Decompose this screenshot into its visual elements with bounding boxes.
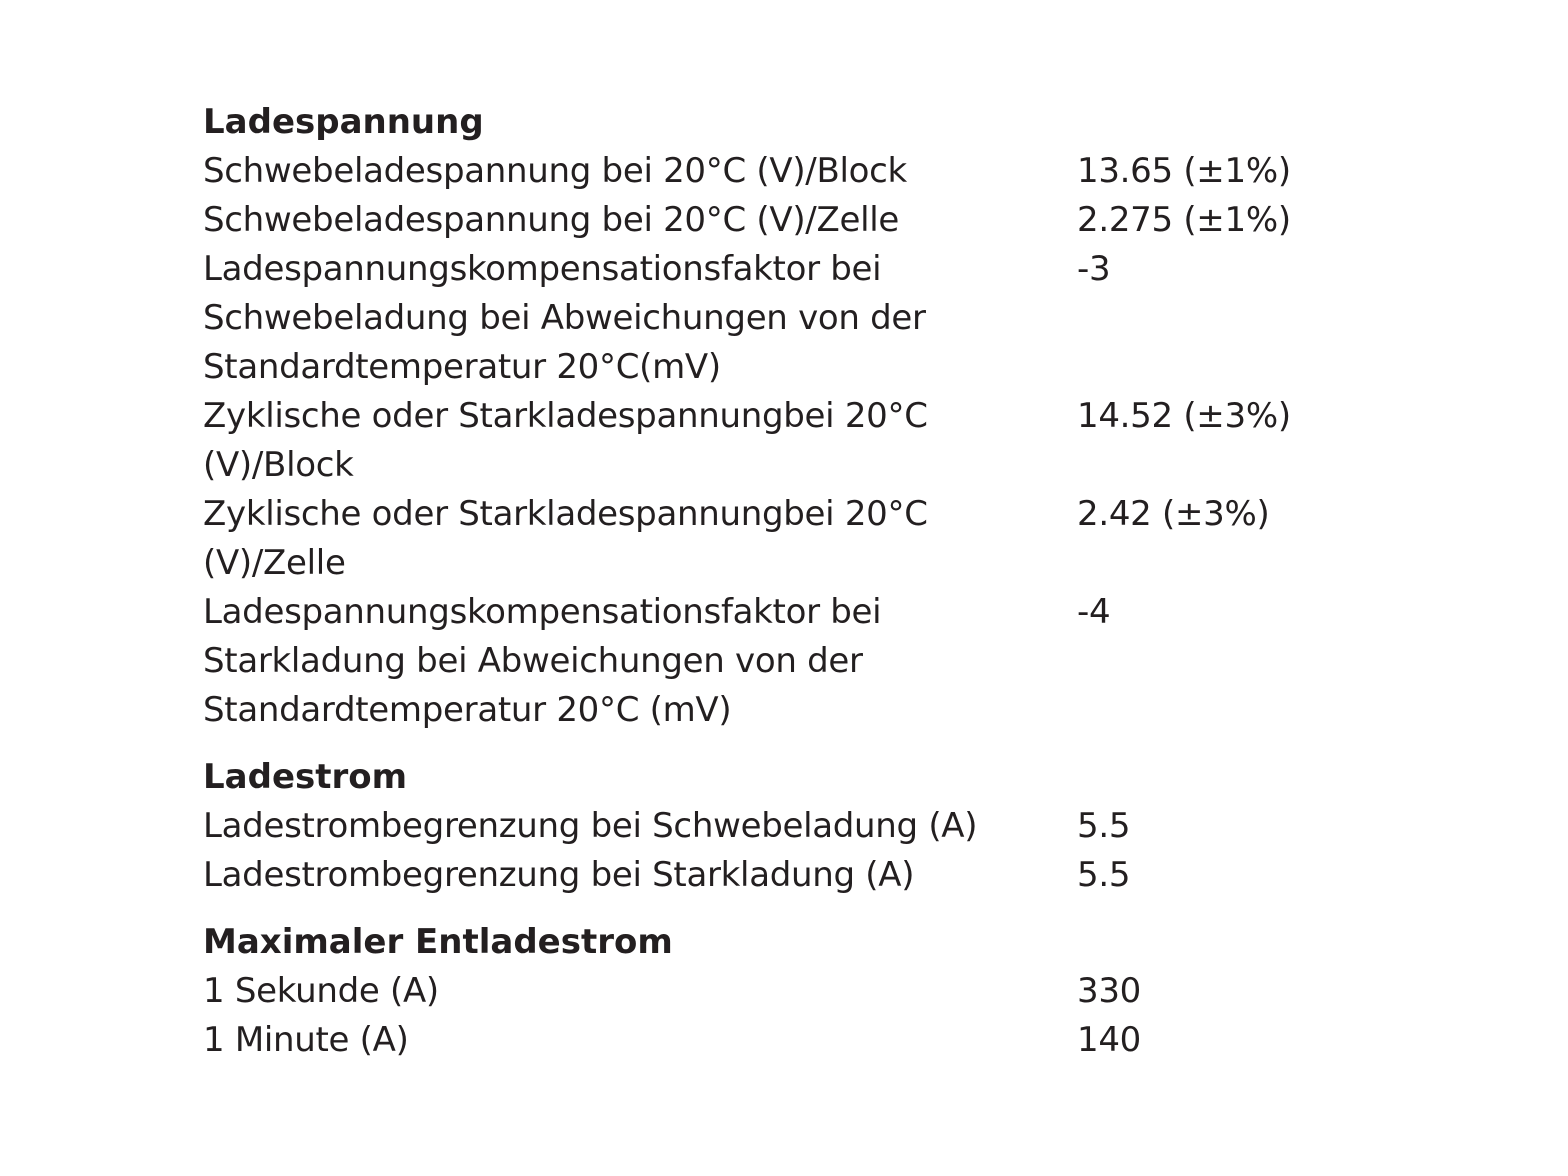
spec-value: 2.275 (±1%) bbox=[1077, 200, 1291, 240]
section-title: Maximaler Entladestrom bbox=[203, 922, 673, 962]
spec-row bbox=[203, 588, 1353, 735]
spec-value: -3 bbox=[1077, 249, 1111, 289]
spec-value: 330 bbox=[1077, 971, 1141, 1011]
section-ladespannung bbox=[203, 98, 1353, 735]
spec-label: Zyklische oder Starkladespannungbei 20°C (V)/Block bbox=[203, 396, 928, 485]
spec-row bbox=[203, 245, 1353, 392]
spec-row bbox=[203, 392, 1353, 490]
spec-label: Zyklische oder Starkladespannungbei 20°C (V)/Zelle bbox=[203, 494, 928, 583]
spec-label: Ladespannungskompensationsfaktor bei Starkladung bei Abweichungen von der Standardtemperatur 20°C (mV) bbox=[203, 592, 882, 730]
spec-value: 5.5 bbox=[1077, 806, 1131, 846]
spec-value: 13.65 (±1%) bbox=[1077, 151, 1291, 191]
section-ladestrom bbox=[203, 753, 1353, 900]
section-title: Ladestrom bbox=[203, 757, 408, 797]
section-maximaler-entladestrom bbox=[203, 918, 1353, 1065]
spec-row bbox=[203, 147, 1353, 196]
spec-value: 2.42 (±3%) bbox=[1077, 494, 1270, 534]
spec-row bbox=[203, 967, 1353, 1016]
spec-value: 5.5 bbox=[1077, 855, 1131, 895]
spec-row bbox=[203, 490, 1353, 588]
spec-label: Ladespannungskompensationsfaktor bei Schwebeladung bei Abweichungen von der Standardtemperatur 20°C(mV) bbox=[203, 249, 926, 387]
spec-value: 14.52 (±3%) bbox=[1077, 396, 1291, 436]
spec-value: 140 bbox=[1077, 1020, 1141, 1060]
spec-row bbox=[203, 1016, 1353, 1065]
spec-row bbox=[203, 802, 1353, 851]
spec-sheet bbox=[203, 98, 1353, 1065]
spec-label: Schwebeladespannung bei 20°C (V)/Block bbox=[203, 151, 907, 191]
spec-label: 1 Minute (A) bbox=[203, 1020, 409, 1060]
spec-row bbox=[203, 851, 1353, 900]
spec-label: Schwebeladespannung bei 20°C (V)/Zelle bbox=[203, 200, 899, 240]
spec-label: Ladestrombegrenzung bei Schwebeladung (A) bbox=[203, 806, 978, 846]
spec-label: 1 Sekunde (A) bbox=[203, 971, 439, 1011]
section-title: Ladespannung bbox=[203, 102, 484, 142]
spec-value: -4 bbox=[1077, 592, 1111, 632]
spec-label: Ladestrombegrenzung bei Starkladung (A) bbox=[203, 855, 915, 895]
spec-row bbox=[203, 196, 1353, 245]
